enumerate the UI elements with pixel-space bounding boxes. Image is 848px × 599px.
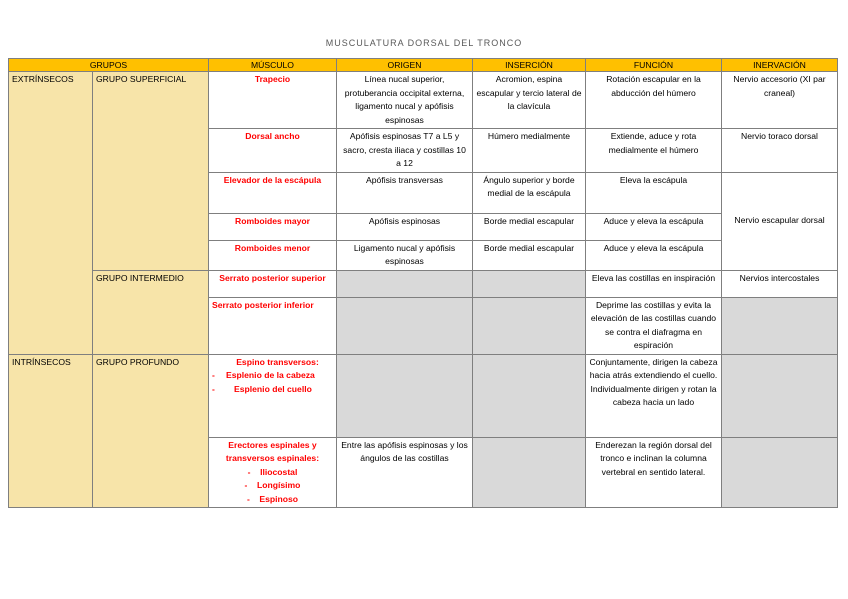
inervacion-cell: Nervio escapular dorsal [722,172,838,270]
origen-cell: Línea nucal superior, protuberancia occipital externa, ligamento nucal y apófisis espinosas [337,72,473,129]
funcion-cell: Deprime las costillas y evita la elevación de las costillas cuando se contra el diafragma en espiración [586,297,722,354]
inervacion-cell: Nervios intercostales [722,270,838,297]
header-musculo: MÚSCULO [209,59,337,72]
muscle-romboides-menor: Romboides menor [209,240,337,270]
empty-cell [473,437,586,508]
table-row [9,270,838,297]
insercion-cell: Borde medial escapular [473,213,586,240]
muscle-table [8,58,838,508]
muscle-dorsal-ancho: Dorsal ancho [209,129,337,173]
origen-cell: Apófisis espinosas T7 a L5 y sacro, cresta iliaca y costillas 10 a 12 [337,129,473,173]
header-origen: ORIGEN [337,59,473,72]
list-item: - Iliocostal [247,466,298,477]
group-intermedio: GRUPO INTERMEDIO [93,270,209,354]
list-item: - Longísimo [244,480,301,490]
muscle-romboides-mayor: Romboides mayor [209,213,337,240]
list-item: - Espinoso [246,493,299,504]
muscle-trapecio: Trapecio [209,72,337,129]
group-intrinsecos: INTRÍNSECOS [9,354,93,508]
funcion-cell: Aduce y eleva la escápula [586,213,722,240]
origen-cell: Apófisis transversas [337,172,473,213]
insercion-cell: Acromion, espina escapular y tercio lateral de la clavícula [473,72,586,129]
empty-cell [337,354,473,437]
page-title: MUSCULATURA DORSAL DEL TRONCO [325,38,523,48]
group-extrinsecos: EXTRÍNSECOS [9,72,93,355]
muscle-erectores [209,437,337,508]
list-item: - Esplenio de la cabeza [212,370,315,380]
insercion-cell: Borde medial escapular [473,240,586,270]
muscle-group-label: Erectores espinales y transversos espinales: [225,439,320,463]
header-inervacion: INERVACIÓN [722,59,838,72]
header-insercion: INSERCIÓN [473,59,586,72]
empty-cell [473,270,586,297]
empty-cell [722,437,838,508]
empty-cell [722,297,838,354]
inervacion-cell: Nervio toraco dorsal [722,129,838,173]
muscle-espino-transversos [209,354,337,437]
origen-cell: Entre las apófisis espinosas y los ángulos de las costillas [337,437,473,508]
funcion-cell: Eleva las costillas en inspiración [586,270,722,297]
funcion-cell: Rotación escapular en la abducción del húmero [586,72,722,129]
funcion-cell: Aduce y eleva la escápula [586,240,722,270]
muscle-serrato-superior: Serrato posterior superior [209,270,337,297]
insercion-cell: Ángulo superior y borde medial de la escápula [473,172,586,213]
funcion-cell: Conjuntamente, dirigen la cabeza hacia atrás extendiendo el cuello. Individualmente dirigen y rotan la cabeza hacia un lado [586,354,722,437]
empty-cell [473,297,586,354]
funcion-cell: Enderezan la región dorsal del tronco e inclinan la columna vertebral en sentido lateral. [586,437,722,508]
empty-cell [337,297,473,354]
group-superficial: GRUPO SUPERFICIAL [93,72,209,271]
list-item: - Esplenio del cuello [212,383,312,394]
muscle-elevador: Elevador de la escápula [209,172,337,213]
muscle-group-label: Espino transversos: [236,356,319,367]
table-row [9,72,838,129]
empty-cell [337,270,473,297]
origen-cell: Apófisis espinosas [337,213,473,240]
origen-cell: Ligamento nucal y apófisis espinosas [337,240,473,270]
empty-cell [722,354,838,437]
inervacion-cell: Nervio accesorio (XI par craneal) [722,72,838,129]
header-grupos: GRUPOS [9,59,209,72]
funcion-cell: Extiende, aduce y rota medialmente el húmero [586,129,722,173]
header-funcion: FUNCIÓN [586,59,722,72]
table-row [9,354,838,437]
empty-cell [473,354,586,437]
group-profundo: GRUPO PROFUNDO [93,354,209,508]
header-row [9,59,838,72]
insercion-cell: Húmero medialmente [473,129,586,173]
funcion-cell: Eleva la escápula [586,172,722,213]
muscle-serrato-inferior: Serrato posterior inferior [209,297,337,354]
